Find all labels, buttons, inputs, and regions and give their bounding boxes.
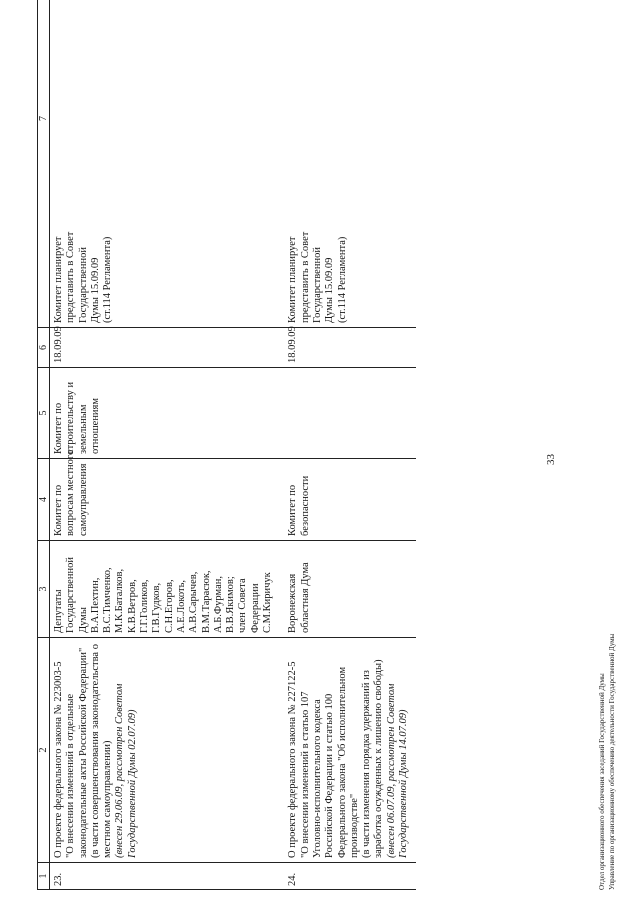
committee-line: безопасности — [299, 475, 311, 536]
bill-note-line: (внесен 06.07.09, рассмотрен Советом — [385, 683, 397, 858]
plan-line: Комитет планирует — [53, 236, 64, 323]
bill-text-line: О проекте федерального закона № 227122-5 — [287, 661, 299, 858]
bill-description — [284, 638, 416, 863]
author-line: Федерации — [249, 583, 261, 633]
table-row — [50, 0, 285, 890]
responsible-committee — [50, 449, 285, 541]
co-committee-line: Комитет по — [53, 402, 64, 454]
author-line: Государственной — [65, 557, 77, 633]
co-committee-line: земельным — [77, 404, 89, 454]
column-number: 2 — [38, 638, 50, 863]
plan-line: Думы 15.09.09 — [89, 257, 101, 323]
bill-note-line: Государственной Думы 02.07.09) — [126, 709, 138, 858]
footer-department: Отдел организационного обеспечения заседаний Государственной Думы — [598, 673, 606, 890]
column-number: 3 — [38, 541, 50, 638]
table-row — [284, 0, 416, 890]
bill-note-line: (внесен 29.06.09, рассмотрен Советом — [114, 683, 126, 858]
plan-line: Комитет планирует — [287, 236, 299, 323]
author-line: Воронежская — [287, 573, 299, 633]
row-number: 23. — [50, 863, 285, 890]
bill-authors — [50, 541, 285, 638]
plan-line: представить в Совет — [299, 231, 311, 323]
footer-directorate: Управление по организационному обеспечению деятельности Государственной Думы — [608, 633, 616, 890]
consideration-date: 18.09.09 — [284, 328, 416, 368]
plan-line: Думы 15.09.09 — [324, 257, 336, 323]
committee-line: Комитет по — [53, 484, 64, 536]
plan-line: Государственной — [77, 247, 89, 323]
author-line: А.Е.Локоть, — [175, 579, 187, 633]
bill-text-line: местном самоуправлении) — [102, 740, 114, 858]
column-number-row — [38, 0, 50, 890]
author-line: А.Б.Фурман, — [212, 576, 224, 633]
bill-text-line: О проекте федерального закона № 223003-5 — [53, 661, 64, 858]
author-line: В.А.Пехтин, — [89, 577, 101, 633]
column-number: 4 — [38, 459, 50, 541]
bill-text-line: Уголовно-исполнительного кодекса — [311, 699, 323, 858]
author-line: Депутаты — [53, 589, 64, 633]
responsible-committee — [284, 459, 416, 541]
bill-text-line: производстве" — [348, 793, 360, 858]
co-executor-committee — [50, 368, 285, 459]
bill-text-line: "О внесении изменений в статью 107 — [299, 691, 311, 858]
committee-line: Комитет по — [287, 484, 299, 536]
co-executor-committee — [284, 368, 416, 459]
plan-line: (ст.114 Регламента) — [102, 236, 114, 323]
bill-description — [50, 638, 285, 863]
co-committee-line: отношениям — [89, 397, 101, 454]
committee-plan — [50, 0, 285, 328]
bill-text-line: заработка осужденных к лишению свободы) — [373, 659, 385, 858]
bill-text-line: Российской Федерации и статью 100 — [324, 693, 336, 858]
bill-text-line: (в части совершенствования законодательства о — [89, 644, 101, 858]
author-line: С.М.Киричук — [262, 572, 274, 633]
committee-line: вопросам местного — [65, 449, 77, 536]
bills-table — [37, 0, 416, 890]
column-number: 1 — [38, 863, 50, 890]
consideration-date: 18.09.09 — [50, 328, 285, 368]
plan-line: Государственной — [311, 247, 323, 323]
page-number: 33 — [545, 454, 557, 465]
author-line: В.М.Тарасюк, — [200, 570, 212, 633]
column-number: 6 — [38, 328, 50, 368]
committee-line: самоуправления — [77, 463, 89, 536]
author-line: Думы — [77, 607, 89, 633]
author-line: В.С.Тимченко, — [102, 567, 114, 633]
author-line: Г.Г.Голиков, — [139, 579, 151, 633]
column-number: 5 — [38, 368, 50, 459]
column-number: 7 — [38, 0, 50, 328]
committee-plan — [284, 0, 416, 328]
bill-text-line: законодательные акты Российской Федерации" — [77, 647, 89, 858]
plan-line: представить в Совет — [65, 231, 77, 323]
bill-text-line: "О внесении изменений в отдельные — [65, 693, 77, 858]
bill-note-line: Государственной Думы 14.07.09) — [398, 709, 410, 858]
co-committee-line: строительству и — [65, 381, 77, 454]
author-line: С.Н.Егоров, — [163, 579, 175, 633]
bill-authors — [284, 541, 416, 638]
author-line: В.В.Якимов; — [225, 576, 237, 633]
bill-text-line: Федерального закона "Об исполнительном — [336, 666, 348, 858]
author-line: М.К.Баталков, — [114, 568, 126, 633]
bill-text-line: (в части изменения порядка удержаний из — [361, 670, 373, 858]
author-line: областная Дума — [299, 562, 311, 633]
author-line: А.В.Сарычев, — [188, 571, 200, 633]
author-line: член Совета — [237, 578, 249, 633]
author-line: К.В.Ветров, — [126, 579, 138, 633]
plan-line: (ст.114 Регламента) — [336, 236, 348, 323]
row-number: 24. — [284, 863, 416, 890]
author-line: Г.В.Гудков, — [151, 582, 163, 633]
table-body — [50, 0, 417, 890]
